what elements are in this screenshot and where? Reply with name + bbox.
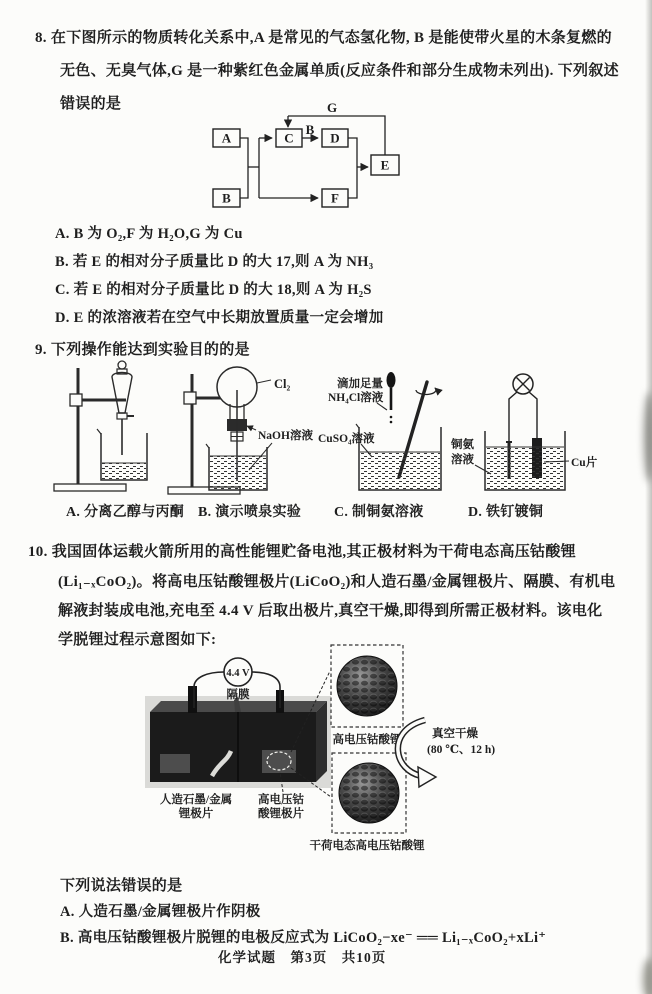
dry-label-line2: (80 ℃、12 h) bbox=[427, 744, 496, 756]
q8-option-b: B. 若 E 的相对分子质量比 D 的大 17,则 A 为 NH₃ bbox=[55, 254, 374, 270]
q10-sub-stem: 下列说法错误的是 bbox=[60, 878, 183, 894]
q8-stem-line-1: 8. 在下图所示的物质转化关系中,A 是常见的气态氢化物, B 是能使带火星的木条复燃的 bbox=[35, 30, 612, 46]
q9-caption-a: A. 分离乙醇与丙酮 bbox=[66, 505, 185, 520]
cuprammonia-label-line1: 铜氨 bbox=[451, 439, 474, 451]
drop-label-line1: 滴加足量 bbox=[337, 378, 383, 390]
q8-arrow-label-b: B bbox=[305, 122, 315, 137]
q10-stem-line-3: 解液封装成电池,充电至 4.4 V 后取出极片,真空干燥,即得到所需正极材料。该电化 bbox=[58, 603, 603, 619]
scan-edge-shadow bbox=[645, 0, 652, 994]
left-tab bbox=[188, 686, 197, 713]
separator-label: 隔膜 bbox=[226, 689, 250, 701]
scan-smudge bbox=[644, 392, 652, 482]
beaker-d-liquid bbox=[486, 447, 564, 489]
q9-caption-d: D. 铁钉镀铜 bbox=[468, 505, 544, 520]
q8-box-c-label: C bbox=[284, 130, 294, 146]
cathode-label-line1: 高电压钴 bbox=[258, 794, 304, 806]
q8-stem-line-2: 无色、无臭气体,G 是一种紫红色金属单质(反应条件和部分生成物未列出). 下列叙述 bbox=[60, 63, 619, 79]
q8-option-d: D. E 的浓溶液若在空气中长期放置质量一定会增加 bbox=[55, 310, 384, 326]
q8-option-c: C. 若 E 的相对分子质量比 D 的大 18,则 A 为 H₂S bbox=[55, 282, 372, 298]
q8-stem-line-3: 错误的是 bbox=[60, 96, 122, 112]
cuprammonia-label-line2: 溶液 bbox=[451, 454, 474, 466]
q10-stem-line-1: 10. 我国固体运载火箭所用的高性能锂贮备电池,其正极材料为干荷电态高压钴酸锂 bbox=[28, 544, 576, 560]
dry-label-line1: 真空干燥 bbox=[432, 728, 478, 740]
scan-smudge bbox=[643, 958, 652, 994]
apparatus-d-electroplating bbox=[450, 374, 598, 490]
stand-base bbox=[54, 484, 126, 491]
q10-stem-line-4: 学脱锂过程示意图如下: bbox=[58, 632, 217, 648]
apparatus-a-separating-funnel bbox=[54, 361, 147, 491]
sphere-bottom-label: 干荷电态高电压钴酸锂 bbox=[309, 840, 425, 852]
wire-left bbox=[509, 392, 517, 442]
anode-label-line2: 锂极片 bbox=[178, 808, 214, 820]
apparatus-b-fountain-experiment bbox=[168, 367, 313, 494]
cl2-label: Cl₂ bbox=[274, 377, 291, 391]
q8-box-a-label: A bbox=[221, 130, 232, 146]
q9-stem: 9. 下列操作能达到实验目的的是 bbox=[35, 342, 250, 358]
q8-transformation-diagram bbox=[195, 98, 430, 220]
beaker-c-liquid bbox=[360, 452, 440, 489]
beaker-a-liquid bbox=[102, 463, 146, 479]
q10-delithiation-diagram bbox=[140, 640, 640, 875]
q8-box-f-label: F bbox=[331, 190, 339, 206]
page-footer: 化学试题 第3页 共10页 bbox=[218, 950, 387, 965]
anode-block bbox=[160, 754, 190, 773]
naoh-label: NaOH溶液 bbox=[258, 430, 313, 442]
q10-option-a: A. 人造石墨/金属锂极片作阴极 bbox=[60, 904, 261, 920]
drop-label-line2: NH₄Cl溶液 bbox=[328, 392, 384, 404]
beaker-b-liquid bbox=[210, 456, 266, 489]
q8-box-b-label: B bbox=[222, 190, 231, 206]
funnel-bulb bbox=[112, 373, 132, 414]
cu-sheet-label: Cu片 bbox=[571, 457, 598, 469]
sphere-top-label: 高电压钴酸锂 bbox=[332, 734, 402, 746]
wire-right bbox=[529, 392, 537, 438]
q8-box-e-label: E bbox=[380, 157, 390, 173]
funnel-stopper bbox=[118, 361, 126, 369]
q10-option-b: B. 高电压钴酸锂极片脱锂的电极反应式为 LiCoO₂−xe⁻ ══ Li₁₋ₓCoO₂+xLi⁺ bbox=[60, 930, 547, 946]
q8-box-d-label: D bbox=[330, 130, 340, 146]
q8-label-g: G bbox=[326, 100, 338, 115]
cuso4-label: CuSO₄溶液 bbox=[318, 433, 375, 445]
voltage-label: 4.4 V bbox=[226, 668, 250, 679]
q9-caption-b: B. 演示喷泉实验 bbox=[198, 505, 302, 520]
apparatus-c-cuprammonia-preparation bbox=[318, 372, 441, 490]
cathode-label-line2: 酸锂极片 bbox=[258, 808, 304, 820]
funnel-stopcock bbox=[117, 413, 127, 419]
q10-stem-line-2: (Li₁₋ₓCoO₂)。将高电压钴酸锂极片(LiCoO₂)和人造石墨/金属锂极片、隔膜、有机电 bbox=[58, 574, 616, 590]
q9-apparatus-figures bbox=[45, 356, 625, 500]
anode-label-line1: 人造石墨/金属 bbox=[159, 794, 233, 806]
dropper-bulb bbox=[387, 372, 396, 388]
q8-option-a: A. B 为 O₂,F 为 H₂O,G 为 Cu bbox=[55, 226, 243, 242]
q9-caption-c: C. 制铜氨溶液 bbox=[334, 505, 424, 520]
